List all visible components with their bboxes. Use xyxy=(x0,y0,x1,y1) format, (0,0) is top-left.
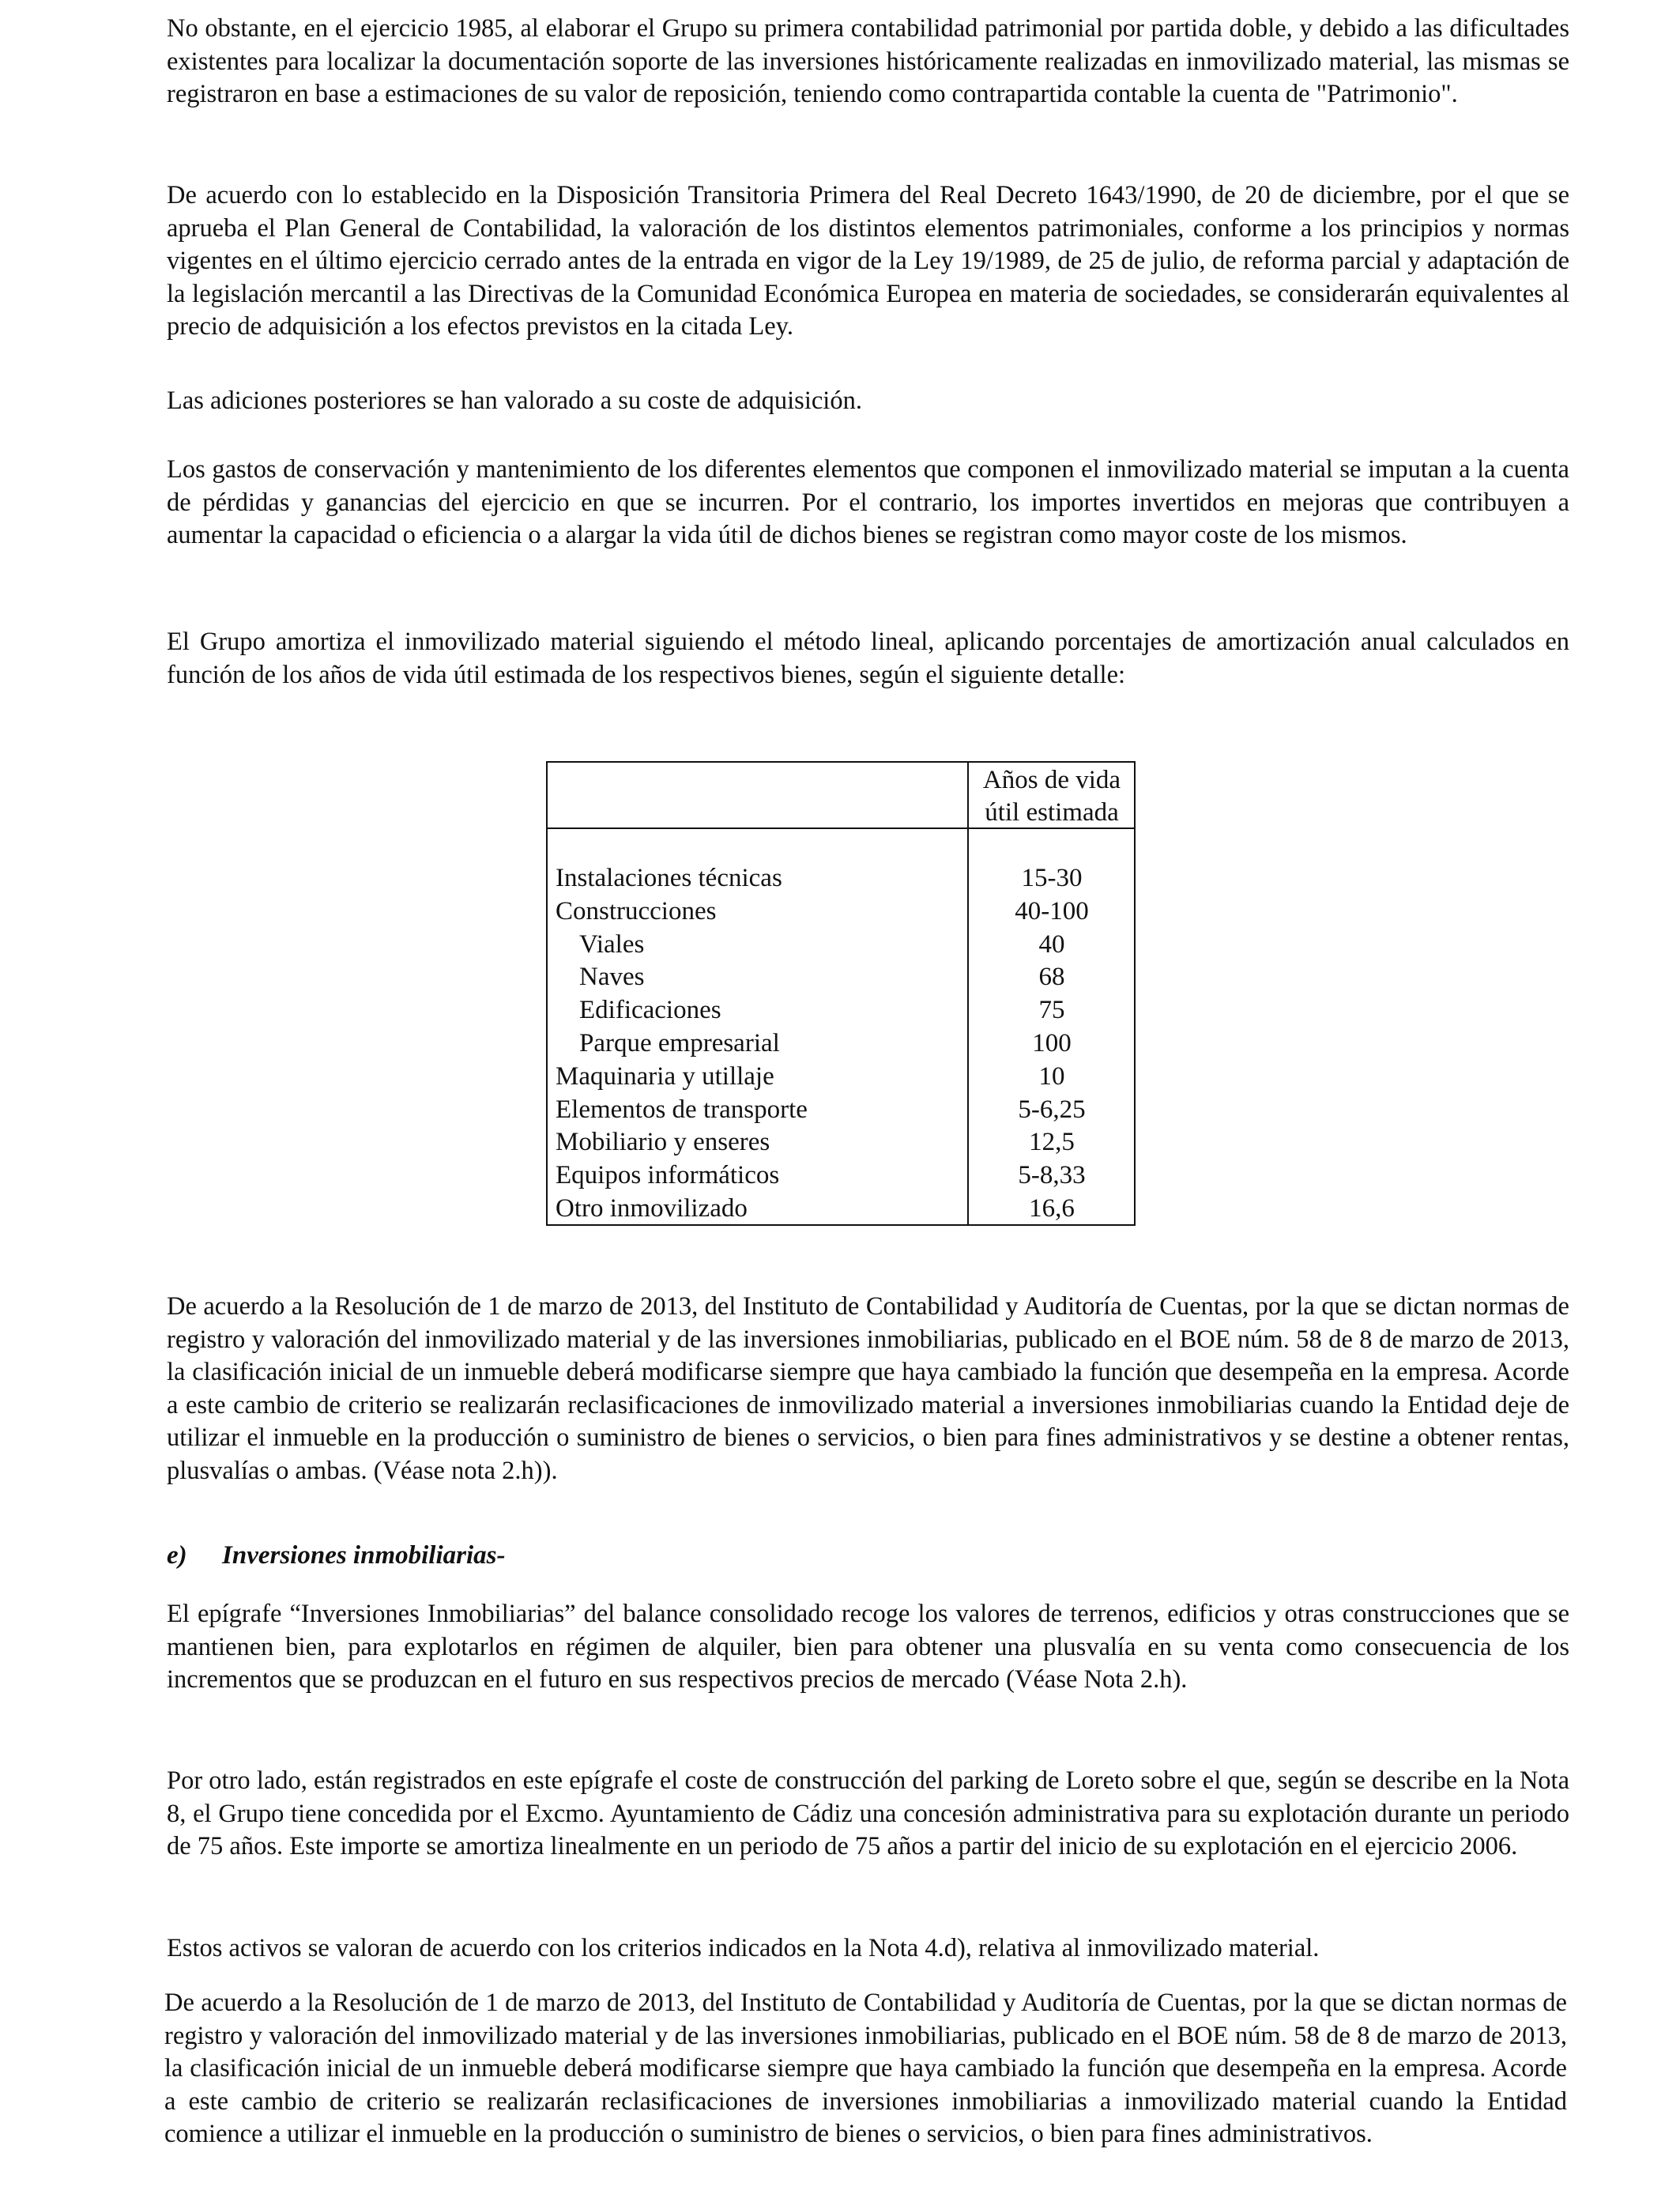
paragraph-parking-loreto: Por otro lado, están registrados en este epígrafe el coste de construcción del parking de Loreto sobre el que, según se describe en la Nota 8, el Grupo tiene concedida por el Excmo. Ayuntamiento de Cádiz una concesión administrativa para su explotación durante un periodo de 75 años. Este importe se amortiza linealmente en un periodo de 75 años a partir del inicio de su explotación en el ejercicio 2006. xyxy=(167,1766,1569,1860)
row-label: Mobiliario y enseres xyxy=(556,1128,770,1157)
row-value: 75 xyxy=(1038,996,1065,1025)
document-page xyxy=(164,0,1569,2194)
row-label: Edificaciones xyxy=(579,996,721,1025)
row-label: Naves xyxy=(579,963,645,992)
paragraph-gastos-conservacion: Los gastos de conservación y mantenimiento de los diferentes elementos que componen el inmovilizado material se imputan a la cuenta de pérdidas y ganancias del ejercicio en que se incurren. Por el contrario, los importes invertidos en mejoras que contribuyen a aumentar la capacidad o eficiencia o a alargar la vida útil de dichos bienes se registran como mayor coste de los mismos. xyxy=(167,455,1569,549)
table-header-line-2: útil estimada xyxy=(985,798,1119,827)
row-value: 5-6,25 xyxy=(1018,1095,1086,1124)
row-label: Parque empresarial xyxy=(579,1028,780,1057)
row-label: Otro inmovilizado xyxy=(556,1193,748,1223)
paragraph-disposicion-transitoria: De acuerdo con lo establecido en la Disposición Transitoria Primera del Real Decreto 1643/1990, de 20 de diciembre, por el que se aprueba el Plan General de Contabilidad, la valoración de los distintos elementos patrimoniales, conforme a los principios y normas vigentes en el último ejercicio cerrado antes de la entrada en vigor de la Ley 19/1989, de 25 de julio, de reforma parcial y adaptación de la legislación mercantil a las Directivas de la Comunidad Económica Europea en materia de sociedades, se considerarán equivalentes al precio de adquisición a los efectos previstos en la citada Ley. xyxy=(167,181,1569,341)
table-row xyxy=(548,895,1134,929)
table-row xyxy=(548,1094,1134,1127)
useful-life-table xyxy=(546,761,1136,1226)
table-row xyxy=(548,1027,1134,1061)
section-title: Inversiones inmobiliarias- xyxy=(222,1541,506,1570)
table-row xyxy=(548,1061,1134,1094)
paragraph-amortizacion: El Grupo amortiza el inmovilizado material siguiendo el método lineal, aplicando porcentajes de amortización anual calculados en función de los años de vida útil estimada de los respectivos bienes, según el siguiente detalle: xyxy=(167,628,1569,689)
paragraph-criterios-valoracion: Estos activos se valoran de acuerdo con los criterios indicados en la Nota 4.d), relativa al inmovilizado material. xyxy=(167,1934,1320,1962)
section-letter: e) xyxy=(167,1541,187,1570)
paragraph-resolucion-reclasificacion-inmovilizado: De acuerdo a la Resolución de 1 de marzo de 2013, del Instituto de Contabilidad y Auditoría de Cuentas, por la que se dictan normas de registro y valoración del inmovilizado material y de las inversiones inmobiliarias, publicado en el BOE núm. 58 de 8 de marzo de 2013, la clasificación inicial de un inmueble deberá modificarse siempre que haya cambiado la función que desempeña en la empresa. Acorde a este cambio de criterio se realizarán reclasificaciones de inversiones inmobiliarias a inmovilizado material cuando la Entidad comience a utilizar el inmueble en la producción o suministro de bienes o servicios, o bien para fines administrativos. xyxy=(164,1989,1567,2148)
table-row xyxy=(548,862,1134,895)
section-heading xyxy=(167,1540,505,1572)
table-body xyxy=(548,862,1134,1226)
row-label: Construcciones xyxy=(556,896,717,925)
row-value: 10 xyxy=(1038,1061,1065,1091)
table-column-header xyxy=(969,764,1135,829)
row-label: Instalaciones técnicas xyxy=(556,864,782,892)
row-value: 100 xyxy=(1032,1028,1072,1057)
paragraph-epigrafe-inversiones: El epígrafe “Inversiones Inmobiliarias” del balance consolidado recoge los valores de terrenos, edificios y otras construcciones que se mantienen bien, para explotarlos en régimen de alquiler, bien para obtener una plusvalía en su venta como consecuencia de los incrementos que se produzcan en el futuro en sus respectivos precios de mercado (Véase Nota 2.h). xyxy=(167,1600,1569,1694)
paragraph-resolucion-reclasificacion-inversiones: De acuerdo a la Resolución de 1 de marzo de 2013, del Instituto de Contabilidad y Auditoría de Cuentas, por la que se dictan normas de registro y valoración del inmovilizado material y de las inversiones inmobiliarias, publicado en el BOE núm. 58 de 8 de marzo de 2013, la clasificación inicial de un inmueble deberá modificarse siempre que haya cambiado la función que desempeña en la empresa. Acorde a este cambio de criterio se realizarán reclasificaciones de inmovilizado material a inversiones inmobiliarias cuando la Entidad deje de utilizar el inmueble en la producción o suministro de bienes o servicios, o bien para fines administrativos y se destine a obtener rentas, plusvalías o ambas. (Véase nota 2.h)). xyxy=(167,1292,1569,1485)
table-row xyxy=(548,1126,1134,1159)
row-value: 40 xyxy=(1038,929,1065,959)
paragraph-patrimonio: No obstante, en el ejercicio 1985, al elaborar el Grupo su primera contabilidad patrimonial por partida doble, y debido a las dificultades existentes para localizar la documentación soporte de las inversiones históricamente realizadas en inmovilizado material, las mismas se registraron en base a estimaciones de su valor de reposición, teniendo como contrapartida contable la cuenta de "Patrimonio". xyxy=(167,14,1569,108)
row-label: Equipos informáticos xyxy=(556,1161,780,1190)
row-value: 16,6 xyxy=(1029,1193,1075,1223)
row-label: Viales xyxy=(579,929,645,959)
table-row xyxy=(548,929,1134,962)
row-label: Elementos de transporte xyxy=(556,1095,808,1124)
row-value: 15-30 xyxy=(1021,864,1083,892)
row-value: 5-8,33 xyxy=(1018,1161,1086,1190)
table-row xyxy=(548,1159,1134,1193)
table-row xyxy=(548,994,1134,1027)
table-row xyxy=(548,961,1134,994)
paragraph-adiciones: Las adiciones posteriores se han valorado a su coste de adquisición. xyxy=(167,386,862,415)
row-value: 12,5 xyxy=(1029,1128,1075,1157)
row-label: Maquinaria y utillaje xyxy=(556,1061,774,1091)
table-header-line-1: Años de vida xyxy=(982,766,1121,794)
row-value: 40-100 xyxy=(1015,896,1089,925)
table-row xyxy=(548,1193,1134,1226)
row-value: 68 xyxy=(1038,963,1065,992)
